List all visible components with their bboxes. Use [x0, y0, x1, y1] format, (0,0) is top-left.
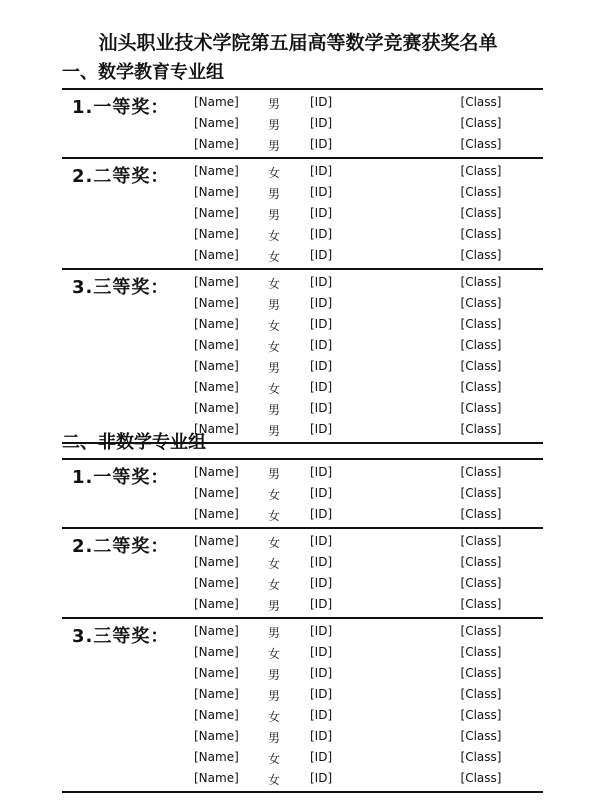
winner-row	[62, 398, 543, 419]
student-gender: 男	[268, 403, 281, 417]
student-name: [Name]	[194, 206, 239, 220]
student-class: [Class]	[460, 227, 502, 241]
student-class: [Class]	[460, 317, 502, 331]
student-id: [ID]	[310, 227, 333, 241]
student-name: [Name]	[194, 422, 239, 436]
student-class: [Class]	[460, 116, 502, 130]
student-id: [ID]	[310, 597, 333, 611]
student-id: [ID]	[310, 624, 333, 638]
award-level-label: 2.二等奖：	[72, 536, 170, 557]
student-id: [ID]	[310, 317, 333, 331]
student-name: [Name]	[194, 708, 239, 722]
student-id: [ID]	[310, 507, 333, 521]
student-gender: 女	[268, 250, 281, 264]
student-gender: 女	[268, 647, 281, 661]
winner-row	[62, 161, 543, 182]
student-name: [Name]	[194, 729, 239, 743]
student-id: [ID]	[310, 576, 333, 590]
winner-row	[62, 594, 543, 615]
student-name: [Name]	[194, 95, 239, 109]
winner-row	[62, 113, 543, 134]
award-group	[62, 458, 543, 527]
student-class: [Class]	[460, 465, 502, 479]
student-class: [Class]	[460, 507, 502, 521]
award-level-label: 1.一等奖：	[72, 97, 170, 118]
student-id: [ID]	[310, 296, 333, 310]
student-id: [ID]	[310, 248, 333, 262]
student-class: [Class]	[460, 576, 502, 590]
student-gender: 女	[268, 382, 281, 396]
student-name: [Name]	[194, 597, 239, 611]
student-class: [Class]	[460, 624, 502, 638]
student-name: [Name]	[194, 750, 239, 764]
winner-row	[62, 134, 543, 155]
student-name: [Name]	[194, 380, 239, 394]
student-name: [Name]	[194, 624, 239, 638]
winner-row	[62, 182, 543, 203]
award-group	[62, 157, 543, 268]
student-class: [Class]	[460, 206, 502, 220]
student-class: [Class]	[460, 275, 502, 289]
student-id: [ID]	[310, 116, 333, 130]
award-level-label: 3.三等奖：	[72, 277, 170, 298]
student-name: [Name]	[194, 185, 239, 199]
student-gender: 女	[268, 166, 281, 180]
student-name: [Name]	[194, 296, 239, 310]
winner-row	[62, 684, 543, 705]
student-gender: 男	[268, 139, 281, 153]
winner-row	[62, 504, 543, 525]
student-gender: 男	[268, 187, 281, 201]
student-gender: 男	[268, 689, 281, 703]
student-class: [Class]	[460, 95, 502, 109]
student-id: [ID]	[310, 95, 333, 109]
student-gender: 女	[268, 340, 281, 354]
winner-row	[62, 203, 543, 224]
winner-row	[62, 335, 543, 356]
winner-row	[62, 272, 543, 293]
student-id: [ID]	[310, 708, 333, 722]
student-id: [ID]	[310, 534, 333, 548]
student-gender: 男	[268, 599, 281, 613]
student-gender: 女	[268, 509, 281, 523]
student-gender: 女	[268, 710, 281, 724]
student-class: [Class]	[460, 248, 502, 262]
student-class: [Class]	[460, 729, 502, 743]
student-gender: 男	[268, 208, 281, 222]
student-id: [ID]	[310, 666, 333, 680]
student-id: [ID]	[310, 422, 333, 436]
winner-row	[62, 531, 543, 552]
winner-row	[62, 377, 543, 398]
student-class: [Class]	[460, 534, 502, 548]
student-name: [Name]	[194, 465, 239, 479]
winner-row	[62, 705, 543, 726]
student-name: [Name]	[194, 116, 239, 130]
student-gender: 男	[268, 298, 281, 312]
student-name: [Name]	[194, 317, 239, 331]
student-name: [Name]	[194, 359, 239, 373]
winner-row	[62, 663, 543, 684]
student-id: [ID]	[310, 164, 333, 178]
student-class: [Class]	[460, 687, 502, 701]
student-name: [Name]	[194, 486, 239, 500]
student-gender: 男	[268, 424, 281, 438]
student-name: [Name]	[194, 666, 239, 680]
student-name: [Name]	[194, 227, 239, 241]
student-gender: 男	[268, 97, 281, 111]
student-gender: 男	[268, 668, 281, 682]
student-gender: 女	[268, 578, 281, 592]
student-class: [Class]	[460, 555, 502, 569]
student-class: [Class]	[460, 422, 502, 436]
student-gender: 男	[268, 731, 281, 745]
section-title: 二、非数学专业组	[62, 432, 206, 453]
award-level-label: 2.二等奖：	[72, 166, 170, 187]
student-name: [Name]	[194, 687, 239, 701]
student-class: [Class]	[460, 185, 502, 199]
student-id: [ID]	[310, 750, 333, 764]
student-id: [ID]	[310, 137, 333, 151]
winner-row	[62, 462, 543, 483]
student-gender: 男	[268, 361, 281, 375]
student-class: [Class]	[460, 401, 502, 415]
student-gender: 女	[268, 557, 281, 571]
student-id: [ID]	[310, 486, 333, 500]
winner-row	[62, 92, 543, 113]
student-class: [Class]	[460, 486, 502, 500]
student-class: [Class]	[460, 380, 502, 394]
student-name: [Name]	[194, 248, 239, 262]
student-class: [Class]	[460, 708, 502, 722]
student-gender: 女	[268, 277, 281, 291]
student-id: [ID]	[310, 729, 333, 743]
student-class: [Class]	[460, 666, 502, 680]
student-name: [Name]	[194, 401, 239, 415]
student-class: [Class]	[460, 771, 502, 785]
student-gender: 男	[268, 467, 281, 481]
student-gender: 女	[268, 319, 281, 333]
student-name: [Name]	[194, 771, 239, 785]
student-gender: 女	[268, 752, 281, 766]
award-level-label: 1.一等奖：	[72, 467, 170, 488]
page-title: 汕头职业技术学院第五届高等数学竞赛获奖名单	[98, 32, 498, 54]
student-id: [ID]	[310, 555, 333, 569]
award-group	[62, 527, 543, 617]
student-gender: 男	[268, 626, 281, 640]
winner-row	[62, 768, 543, 789]
student-name: [Name]	[194, 164, 239, 178]
student-id: [ID]	[310, 338, 333, 352]
winner-row	[62, 642, 543, 663]
student-id: [ID]	[310, 645, 333, 659]
winner-row	[62, 621, 543, 642]
student-name: [Name]	[194, 555, 239, 569]
student-class: [Class]	[460, 164, 502, 178]
student-id: [ID]	[310, 206, 333, 220]
student-name: [Name]	[194, 507, 239, 521]
winner-row	[62, 483, 543, 504]
student-gender: 女	[268, 229, 281, 243]
student-class: [Class]	[460, 597, 502, 611]
student-class: [Class]	[460, 338, 502, 352]
student-class: [Class]	[460, 645, 502, 659]
student-class: [Class]	[460, 750, 502, 764]
student-name: [Name]	[194, 137, 239, 151]
winner-row	[62, 726, 543, 747]
winner-row	[62, 224, 543, 245]
winner-row	[62, 293, 543, 314]
student-id: [ID]	[310, 771, 333, 785]
student-class: [Class]	[460, 137, 502, 151]
winner-row	[62, 314, 543, 335]
student-id: [ID]	[310, 275, 333, 289]
student-id: [ID]	[310, 359, 333, 373]
winner-row	[62, 356, 543, 377]
student-name: [Name]	[194, 645, 239, 659]
student-id: [ID]	[310, 465, 333, 479]
winner-row	[62, 573, 543, 594]
student-id: [ID]	[310, 185, 333, 199]
award-level-label: 3.三等奖：	[72, 626, 170, 647]
award-group	[62, 88, 543, 157]
student-gender: 女	[268, 773, 281, 787]
winner-row	[62, 552, 543, 573]
student-gender: 女	[268, 536, 281, 550]
student-name: [Name]	[194, 338, 239, 352]
winner-row	[62, 245, 543, 266]
student-name: [Name]	[194, 275, 239, 289]
winner-row	[62, 747, 543, 768]
student-gender: 女	[268, 488, 281, 502]
student-class: [Class]	[460, 296, 502, 310]
award-group	[62, 617, 543, 793]
student-class: [Class]	[460, 359, 502, 373]
award-group	[62, 268, 543, 444]
student-gender: 男	[268, 118, 281, 132]
student-name: [Name]	[194, 534, 239, 548]
section-title: 一、数学教育专业组	[62, 62, 224, 83]
student-id: [ID]	[310, 401, 333, 415]
student-name: [Name]	[194, 576, 239, 590]
student-id: [ID]	[310, 687, 333, 701]
student-id: [ID]	[310, 380, 333, 394]
